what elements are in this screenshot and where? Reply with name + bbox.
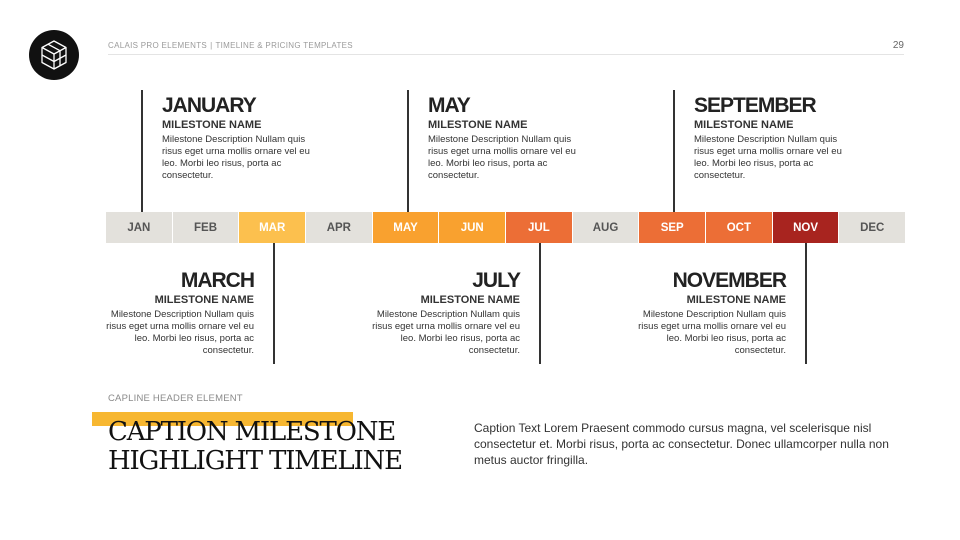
milestone-november bbox=[626, 270, 786, 357]
connector-november bbox=[805, 243, 807, 364]
month-timeline-bar bbox=[106, 212, 905, 243]
month-cell-sep: SEP bbox=[639, 212, 706, 243]
milestone-march bbox=[94, 270, 254, 357]
month-cell-jul: JUL bbox=[506, 212, 573, 243]
milestone-description: Milestone Description Nullam quis risus eget urna mollis ornare vel eu leo. Morbi leo risus, porta ac consectetur. bbox=[638, 309, 786, 356]
month-cell-nov: NOV bbox=[773, 212, 840, 243]
brand-label: CALAIS PRO ELEMENTS bbox=[108, 41, 208, 50]
header-breadcrumb bbox=[108, 41, 353, 50]
milestone-name: MILESTONE NAME bbox=[694, 119, 794, 131]
month-cell-apr: APR bbox=[306, 212, 373, 243]
milestone-description: Milestone Description Nullam quis risus eget urna mollis ornare vel eu leo. Morbi leo risus, porta ac consectetur. bbox=[372, 309, 520, 356]
milestone-january bbox=[162, 95, 322, 182]
milestone-description: Milestone Description Nullam quis risus eget urna mollis ornare vel eu leo. Morbi leo risus, porta ac consectetur. bbox=[106, 309, 254, 356]
page-number: 29 bbox=[892, 40, 904, 51]
month-cell-jan: JAN bbox=[106, 212, 173, 243]
capline-header: CAPLINE HEADER ELEMENT bbox=[108, 393, 243, 404]
month-cell-feb: FEB bbox=[173, 212, 240, 243]
milestone-name: MILESTONE NAME bbox=[428, 119, 528, 131]
connector-july bbox=[539, 243, 541, 364]
milestone-month: JULY bbox=[472, 269, 520, 292]
milestone-month: MARCH bbox=[180, 269, 254, 292]
section-label: TIMELINE & PRICING TEMPLATES bbox=[215, 41, 353, 50]
milestone-month: JANUARY bbox=[162, 94, 256, 117]
connector-january bbox=[141, 90, 143, 212]
month-cell-mar: MAR bbox=[239, 212, 306, 243]
connector-september bbox=[673, 90, 675, 212]
milestone-name: MILESTONE NAME bbox=[420, 294, 520, 306]
milestone-month: SEPTEMBER bbox=[694, 94, 816, 117]
connector-march bbox=[273, 243, 275, 364]
caption-title-line1: CAPTION MILESTONE bbox=[108, 417, 396, 447]
month-cell-aug: AUG bbox=[573, 212, 640, 243]
milestone-name: MILESTONE NAME bbox=[154, 294, 254, 306]
milestone-september bbox=[694, 95, 854, 182]
cube-logo-icon bbox=[29, 30, 79, 80]
milestone-month: NOVEMBER bbox=[672, 269, 786, 292]
milestone-name: MILESTONE NAME bbox=[686, 294, 786, 306]
milestone-may bbox=[428, 95, 588, 182]
milestone-name: MILESTONE NAME bbox=[162, 119, 262, 131]
month-cell-may: MAY bbox=[373, 212, 440, 243]
month-cell-jun: JUN bbox=[439, 212, 506, 243]
milestone-july bbox=[360, 270, 520, 357]
milestone-description: Milestone Description Nullam quis risus eget urna mollis ornare vel eu leo. Morbi leo risus, porta ac consectetur. bbox=[694, 134, 842, 181]
header-divider bbox=[108, 54, 904, 55]
month-cell-dec: DEC bbox=[839, 212, 905, 243]
caption-title-line2: HIGHLIGHT TIMELINE bbox=[108, 446, 402, 476]
caption-body-text: Caption Text Lorem Praesent commodo cursus magna, vel scelerisque nisl consectetur et. Morbi risus, porta ac consectetur. Donec ullamcorper nulla non metus auctor fringilla. bbox=[474, 421, 889, 467]
connector-may bbox=[407, 90, 409, 212]
milestone-month: MAY bbox=[428, 94, 470, 117]
caption-title bbox=[108, 418, 428, 476]
milestone-description: Milestone Description Nullam quis risus eget urna mollis ornare vel eu leo. Morbi leo risus, porta ac consectetur. bbox=[162, 134, 310, 181]
breadcrumb-separator: | bbox=[210, 41, 213, 50]
milestone-description: Milestone Description Nullam quis risus eget urna mollis ornare vel eu leo. Morbi leo risus, porta ac consectetur. bbox=[428, 134, 576, 181]
month-cell-oct: OCT bbox=[706, 212, 773, 243]
